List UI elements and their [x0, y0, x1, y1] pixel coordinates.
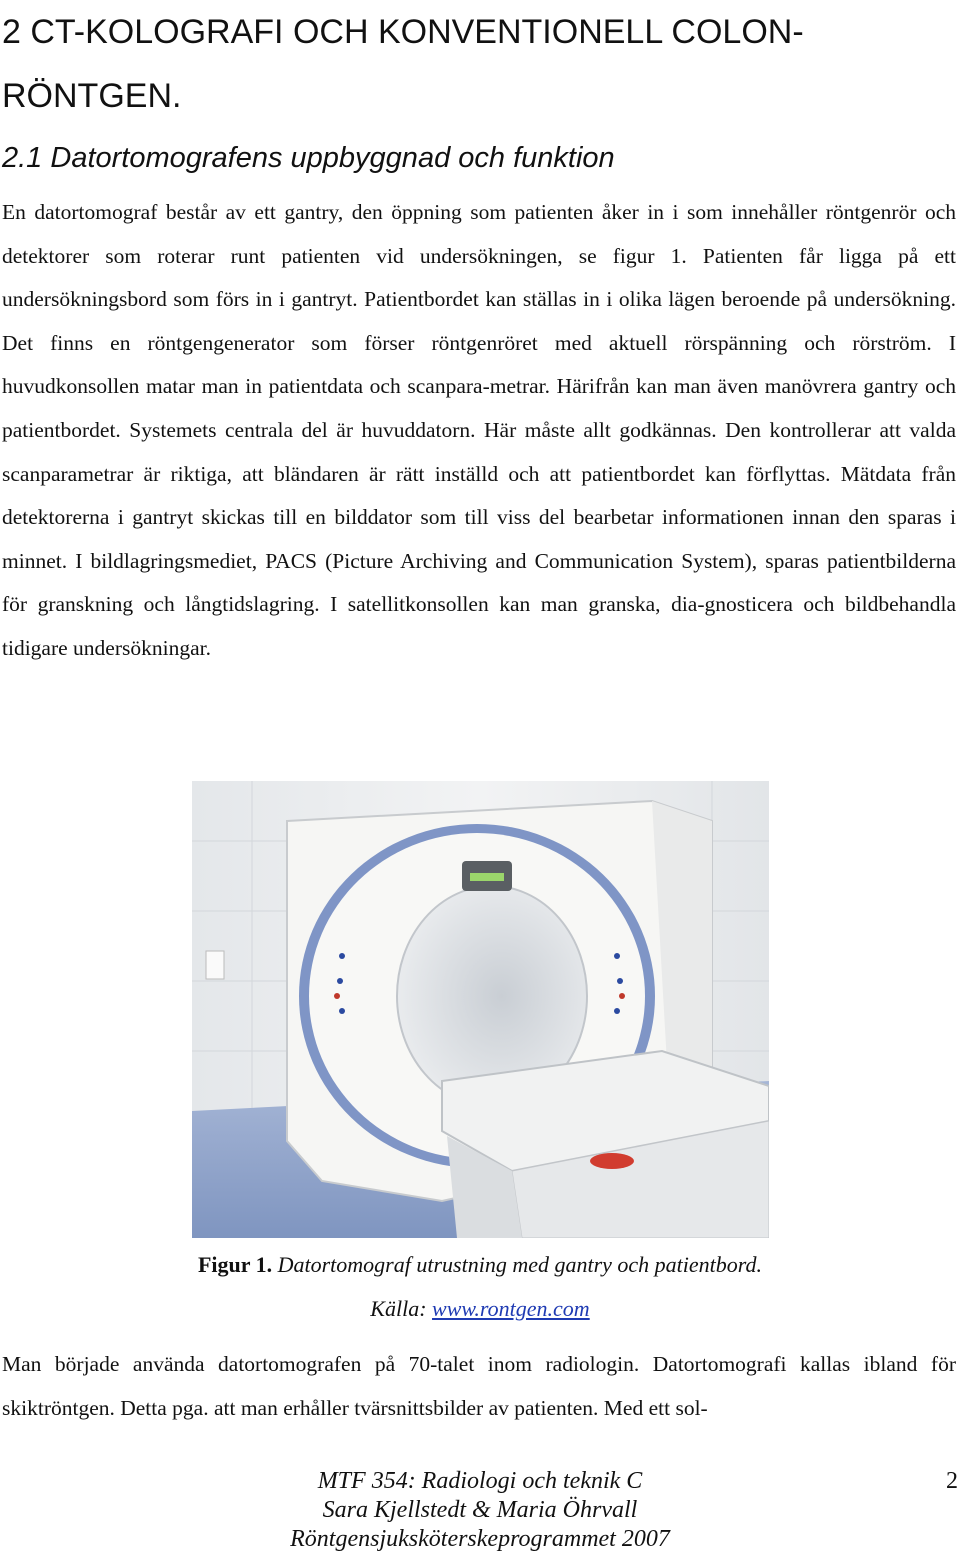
ct-scanner-photo — [192, 781, 769, 1238]
figure-source-prefix: Källa: — [370, 1296, 433, 1321]
figure-caption-text: Datortomograf utrustning med gantry och patientbord. — [277, 1252, 763, 1277]
body-paragraph-2: Man började använda datortomografen på 70-talet inom radiologin. Datortomografi kallas ibland för skiktröntgen. Detta pga. att man erhåller tvärsnittsbilder av patienten. Med ett sol- — [2, 1352, 956, 1420]
figure-caption — [0, 1250, 960, 1280]
footer-course: MTF 354: Radiologi och teknik C — [317, 1468, 643, 1494]
section-heading: 2.1 Datortomografens uppbyggnad och funktion — [2, 142, 615, 174]
footer-authors: Sara Kjellstedt & Maria Öhrvall — [322, 1497, 638, 1523]
figure-label: Figur 1. — [197, 1252, 273, 1277]
body-paragraph-1: En datortomograf består av ett gantry, den öppning som patienten åker in i som innehåller röntgenrör och detektorer som roterar runt patienten vid undersökningen, se figur 1. Patienten får ligga på ett undersökningsbord som förs in i gantryt. Patientbordet kan ställas in i olika lägen beroende på undersökning. Det finns en röntgengenerator som förser röntgenröret med aktuell rörspänning och rörström. I huvudkonsollen matar man in patientdata och scanpara-metrar. Härifrån kan man även manövrera gantry och patientbordet. Systemets centrala del är huvuddatorn. Här måste allt godkännas. Den kontrollerar att valda scanparametrar är riktiga, att bländaren är rätt inställd och att patientbordet kan förflyttas. Mätdata från detektorerna i gantryt skickas till en bilddator som till viss del bearbetar informationen innan den sparas i minnet. I bildlagringsmediet, PACS (Picture Archiving and Communication System), sparas patientbilderna för granskning och långtidslagring. I satellitkonsollen kan man granska, dia-gnosticera och bildbehandla tidigare undersökningar. — [2, 200, 956, 660]
footer-program: Röntgensjuksköterskeprogrammet 2007 — [290, 1526, 670, 1552]
figure-source — [0, 1294, 960, 1324]
chapter-heading: 2 CT-KOLOGRAFI OCH KONVENTIONELL COLON-RÖNTGEN. — [2, 13, 804, 115]
page-number: 2 — [946, 1468, 958, 1494]
source-link[interactable]: www.rontgen.com — [432, 1296, 590, 1321]
